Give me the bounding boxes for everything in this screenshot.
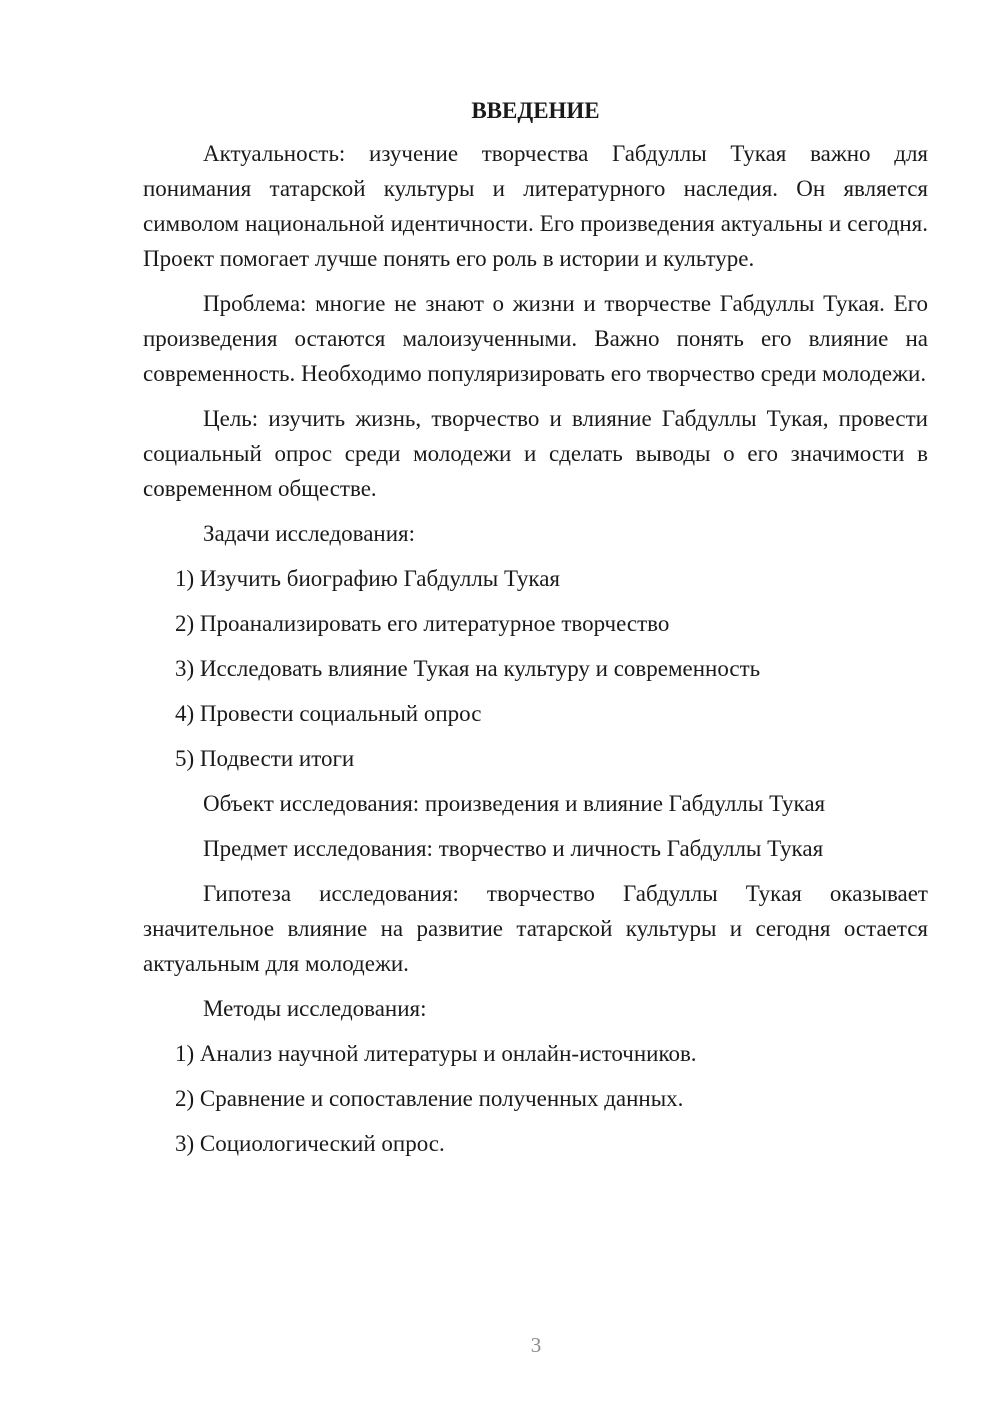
task-item: 5) Подвести итоги — [175, 746, 355, 771]
method-item: 2) Сравнение и сопоставление полученных данных. — [175, 1086, 684, 1111]
tasks-heading: Задачи исследования: — [203, 521, 416, 546]
page-number: 3 — [530, 1333, 542, 1357]
task-item: 4) Провести социальный опрос — [175, 701, 482, 726]
relevance-paragraph: Актуальность: изучение творчества Габдуллы Тукая важно для понимания татарской культуры и литературного наследия. Он является символом национальной идентичности. Его произведения актуальны и сегодня. Проект помогает лучше понять его роль в истории и культуре. — [143, 141, 928, 271]
task-item: 1) Изучить биографию Габдуллы Тукая — [175, 566, 561, 591]
document-body — [143, 96, 928, 1171]
goal-paragraph: Цель: изучить жизнь, творчество и влияние Габдуллы Тукая, провести социальный опрос среди молодежи и сделать выводы о его значимости в современном обществе. — [143, 406, 928, 501]
research-object: Объект исследования: произведения и влияние Габдуллы Тукая — [203, 791, 826, 816]
hypothesis-paragraph: Гипотеза исследования: творчество Габдуллы Тукая оказывает значительное влияние на развитие татарской культуры и сегодня остается актуальным для молодежи. — [143, 881, 928, 976]
methods-heading: Методы исследования: — [203, 996, 427, 1021]
problem-paragraph: Проблема: многие не знают о жизни и творчестве Габдуллы Тукая. Его произведения остаются малоизученными. Важно понять его влияние на современность. Необходимо популяризировать его творчество среди молодежи. — [143, 291, 928, 386]
section-title: ВВЕДЕНИЕ — [471, 98, 600, 123]
method-item: 3) Социологический опрос. — [175, 1131, 445, 1156]
task-item: 2) Проанализировать его литературное творчество — [175, 611, 670, 636]
task-item: 3) Исследовать влияние Тукая на культуру и современность — [175, 656, 761, 681]
method-item: 1) Анализ научной литературы и онлайн-источников. — [175, 1041, 697, 1066]
research-subject: Предмет исследования: творчество и личность Габдуллы Тукая — [203, 836, 824, 861]
